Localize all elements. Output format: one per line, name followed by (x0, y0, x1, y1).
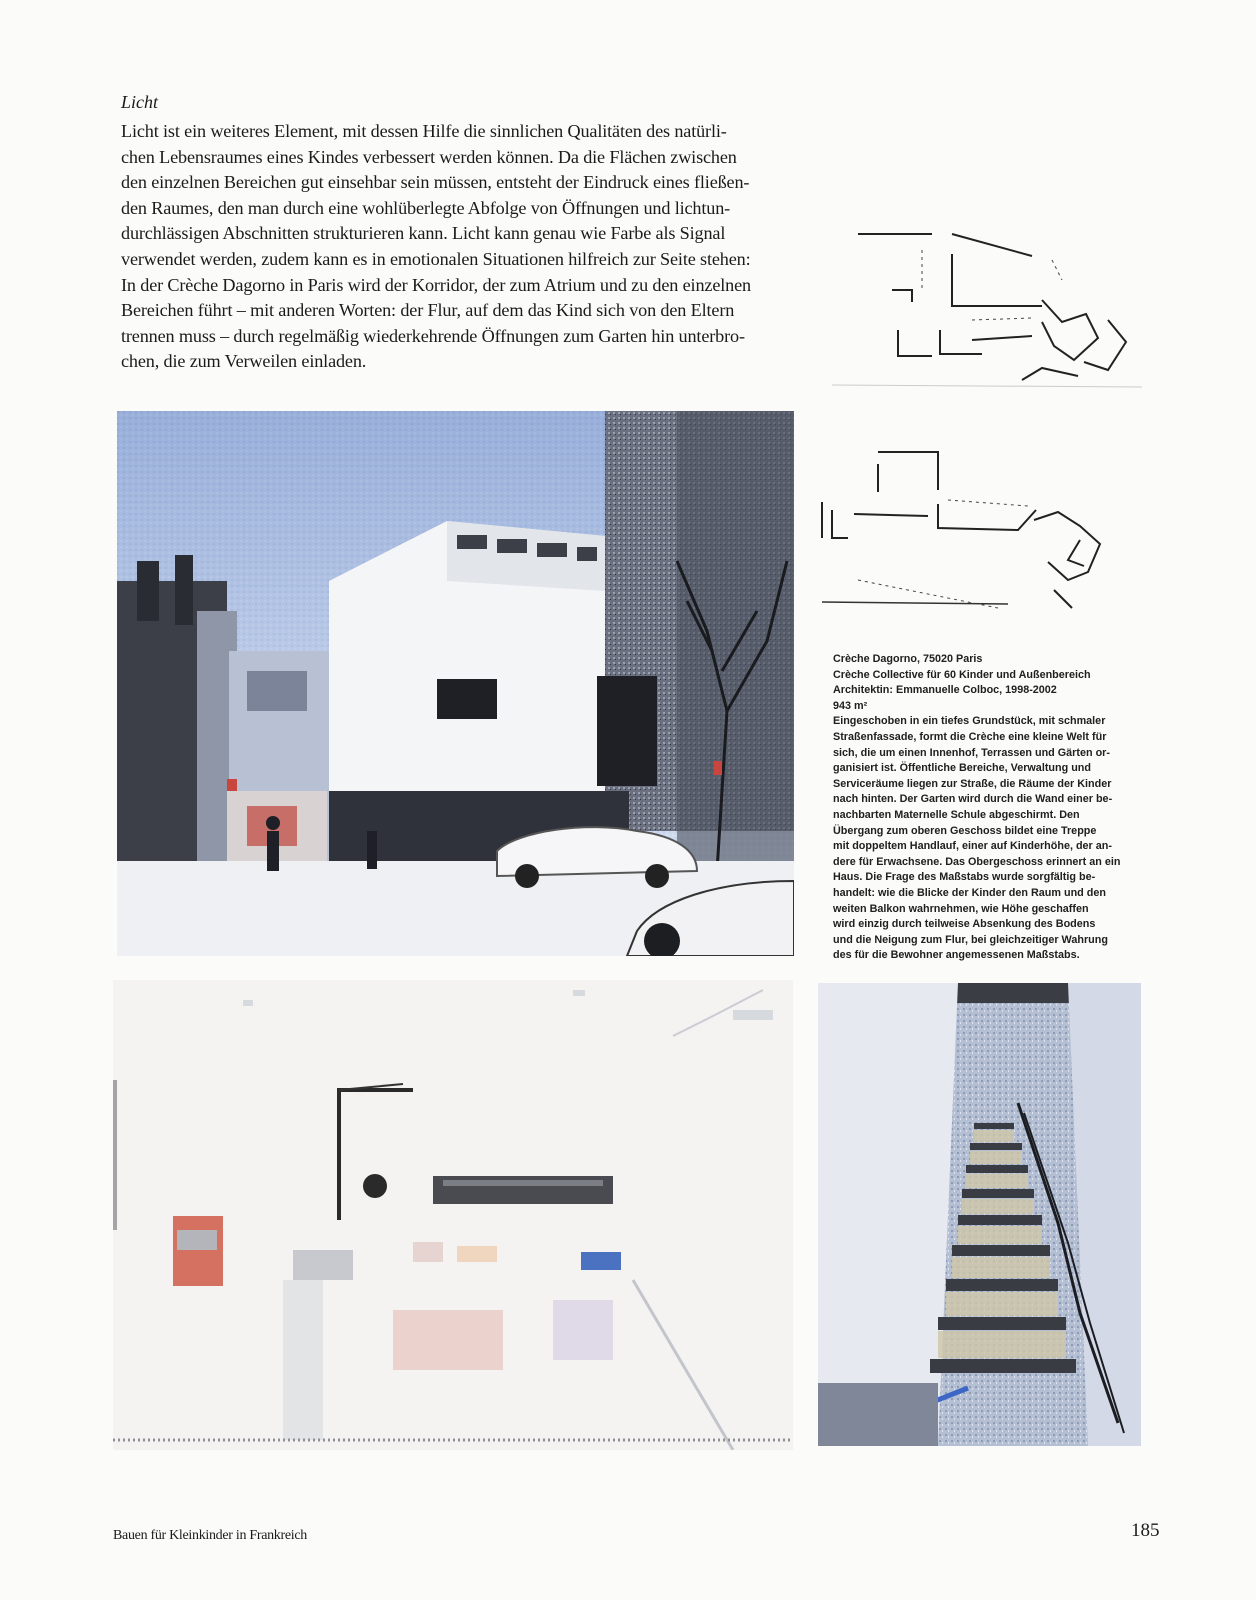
floor-plan-lower (818, 440, 1148, 620)
caption-title: Crèche Dagorno, 75020 Paris (833, 653, 983, 665)
caption-line: Übergang zum oberen Geschoss bildet eine Treppe (833, 824, 1097, 837)
project-caption (833, 652, 1153, 964)
caption-line: handelt: wie die Blicke der Kinder den Raum und den (833, 886, 1106, 899)
caption-line: sich, die um einen Innenhof, Terrassen und Gärten or- (833, 746, 1110, 759)
body-line: trennen muss – durch regelmäßig wiederkehrende Öffnungen zum Garten hin unterbro- (121, 325, 745, 346)
body-line: chen Lebensraumes eines Kindes verbessert werden können. Da die Flächen zwischen (121, 146, 737, 167)
caption-line: nachbarten Maternelle Schule abgeschirmt. Den (833, 808, 1080, 821)
page-number: 185 (1131, 1520, 1160, 1541)
caption-line: Eingeschoben in ein tiefes Grundstück, mit schmaler (833, 715, 1106, 728)
body-line: Licht ist ein weiteres Element, mit dessen Hilfe die sinnlichen Qualitäten des natürli- (121, 121, 727, 141)
body-line: den Raumes, den man durch eine wohlüberlegte Abfolge von Öffnungen und lichtun- (121, 197, 731, 218)
caption-line: nach hinten. Der Garten wird durch die Wand einer be- (833, 793, 1113, 806)
floor-plan-upper (822, 230, 1152, 390)
caption-line: Serviceräume liegen zur Straße, die Räume der Kinder (833, 777, 1112, 790)
stair-photo (818, 983, 1141, 1446)
caption-line: Crèche Collective für 60 Kinder und Außenbereich (833, 668, 1091, 681)
interior-photo (113, 980, 793, 1450)
body-line: durchlässigen Abschnitten strukturieren kann. Licht kann genau wie Farbe als Signal (121, 223, 726, 244)
body-line: den einzelnen Bereichen gut einsehbar sein müssen, entsteht der Eindruck eines fließen- (121, 172, 750, 193)
caption-line: und die Neigung zum Flur, bei gleichzeitiger Wahrung (833, 933, 1108, 946)
exterior-photo (117, 411, 794, 956)
caption-line: des für die Bewohner angemessenen Maßstabs. (833, 949, 1080, 962)
caption-line: mit doppeltem Handlauf, einer auf Kinderhöhe, der an- (833, 840, 1112, 853)
body-line: verwendet werden, zudem kann es in emotionalen Situationen hilfreich zur Seite stehen: (121, 248, 751, 269)
caption-line: Straßenfassade, formt die Crèche eine kleine Welt für (833, 730, 1107, 743)
section-heading: Licht (121, 92, 159, 112)
body-line: In der Crèche Dagorno in Paris wird der Korridor, der zum Atrium und zu den einzelnen (121, 274, 751, 295)
body-paragraph (121, 119, 811, 375)
caption-line: Haus. Die Frage des Maßstabs wurde sorgfältig be- (833, 871, 1096, 884)
caption-line: ganisiert ist. Öffentliche Bereiche, Verwaltung und (833, 762, 1091, 775)
running-footer: Bauen für Kleinkinder in Frankreich (113, 1528, 307, 1543)
body-line: chen, die zum Verweilen einladen. (121, 351, 367, 372)
caption-line: wird einzig durch teilweise Absenkung des Bodens (833, 918, 1096, 931)
caption-line: 943 m² (833, 699, 868, 712)
caption-line: weiten Balkon wahrnehmen, wie Höhe geschaffen (833, 902, 1089, 915)
caption-line: dere für Erwachsene. Das Obergeschoss erinnert an ein (833, 855, 1121, 868)
body-line: Bereichen führt – mit anderen Worten: der Flur, auf dem das Kind sich von den Eltern (121, 300, 735, 321)
caption-line: Architektin: Emmanuelle Colboc, 1998-2002 (833, 684, 1057, 697)
